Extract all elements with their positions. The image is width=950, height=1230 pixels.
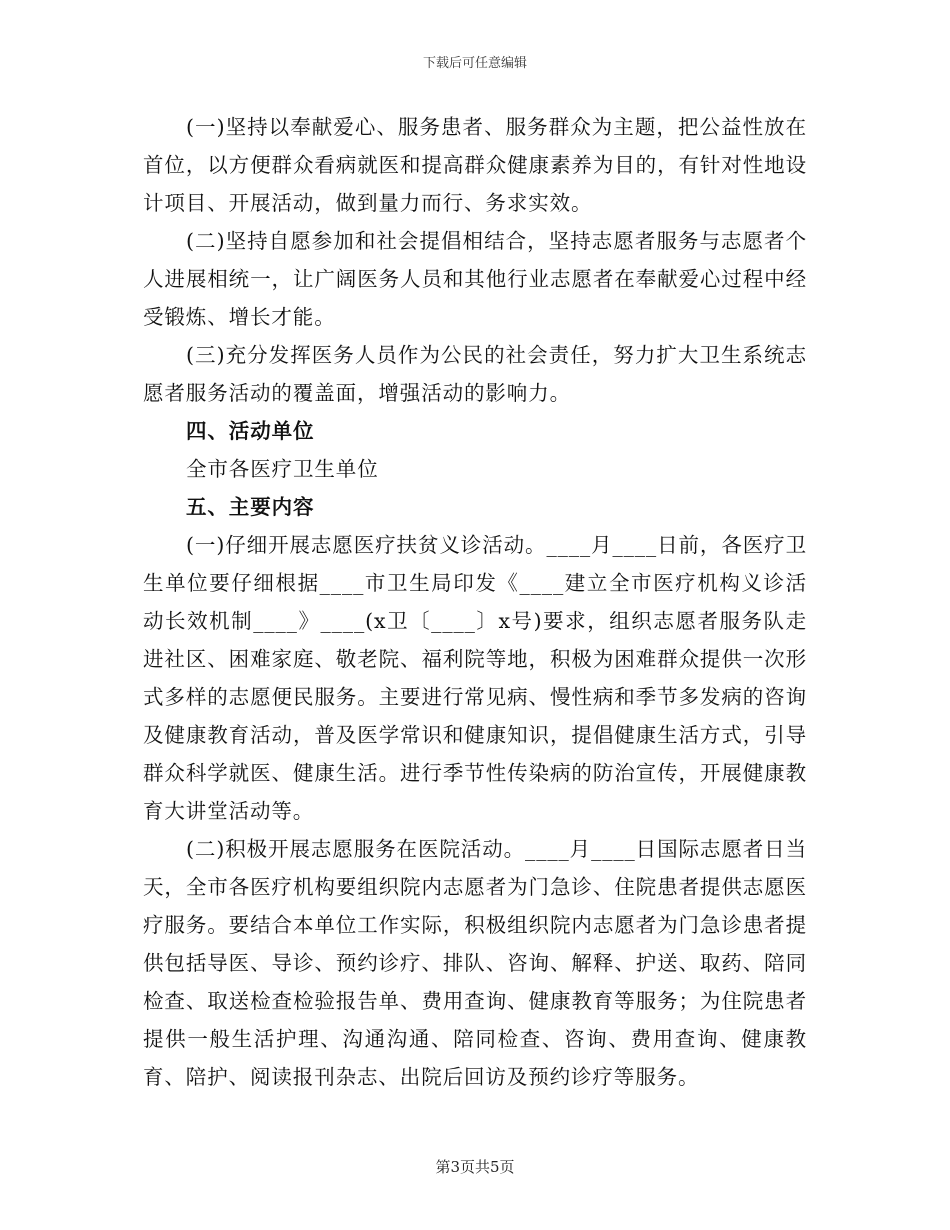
document-body bbox=[143, 108, 807, 1096]
page-footer: 第3页共5页 bbox=[435, 1158, 515, 1176]
paragraph-content-1: (一)仔细开展志愿医疗扶贫义诊活动。____月____日前，各医疗卫生单位要仔细根据____市卫生局印发《____建立全市医疗机构义诊活动长效机制____》____(x卫〔____〕x号)要求，组织志愿者服务队走进社区、困难家庭、敬老院、福利院等地，积极为困难群众提供一次形式多样的志愿便民服务。主要进行常见病、慢性病和季节多发病的咨询及健康教育活动，普及医学常识和健康知识，提倡健康生活方式，引导群众科学就医、健康生活。进行季节性传染病的防治宣传，开展健康教育大讲堂活动等。 bbox=[143, 533, 807, 823]
paragraph-principle-2: (二)坚持自愿参加和社会提倡相结合，坚持志愿者服务与志愿者个人进展相统一，让广阔医务人员和其他行业志愿者在奉献爱心过程中经受锻炼、增长才能。 bbox=[143, 229, 807, 329]
paragraph-content-2: (二)积极开展志愿服务在医院活动。____月____日国际志愿者日当天，全市各医疗机构要组织院内志愿者为门急诊、住院患者提供志愿医疗服务。要结合本单位工作实际，积极组织院内志愿者为门急诊患者提供包括导医、导诊、预约诊疗、排队、咨询、解释、护送、取药、陪同检查、取送检查检验报告单、费用查询、健康教育等服务；为住院患者提供一般生活护理、沟通沟通、陪同检查、咨询、费用查询、健康教育、陪护、阅读报刊杂志、出院后回访及预约诊疗等服务。 bbox=[143, 837, 807, 1089]
paragraph-principle-3: (三)充分发挥医务人员作为公民的社会责任，努力扩大卫生系统志愿者服务活动的覆盖面，增强活动的影响力。 bbox=[143, 343, 807, 405]
page-header: 下载后可任意编辑 bbox=[422, 56, 527, 71]
section-heading-units: 四、活动单位 bbox=[186, 419, 315, 443]
section-heading-content: 五、主要内容 bbox=[186, 495, 315, 519]
paragraph-units: 全市各医疗卫生单位 bbox=[186, 457, 379, 481]
paragraph-principle-1: (一)坚持以奉献爱心、服务患者、服务群众为主题，把公益性放在首位，以方便群众看病就医和提高群众健康素养为目的，有针对性地设计项目、开展活动，做到量力而行、务求实效。 bbox=[143, 115, 807, 215]
